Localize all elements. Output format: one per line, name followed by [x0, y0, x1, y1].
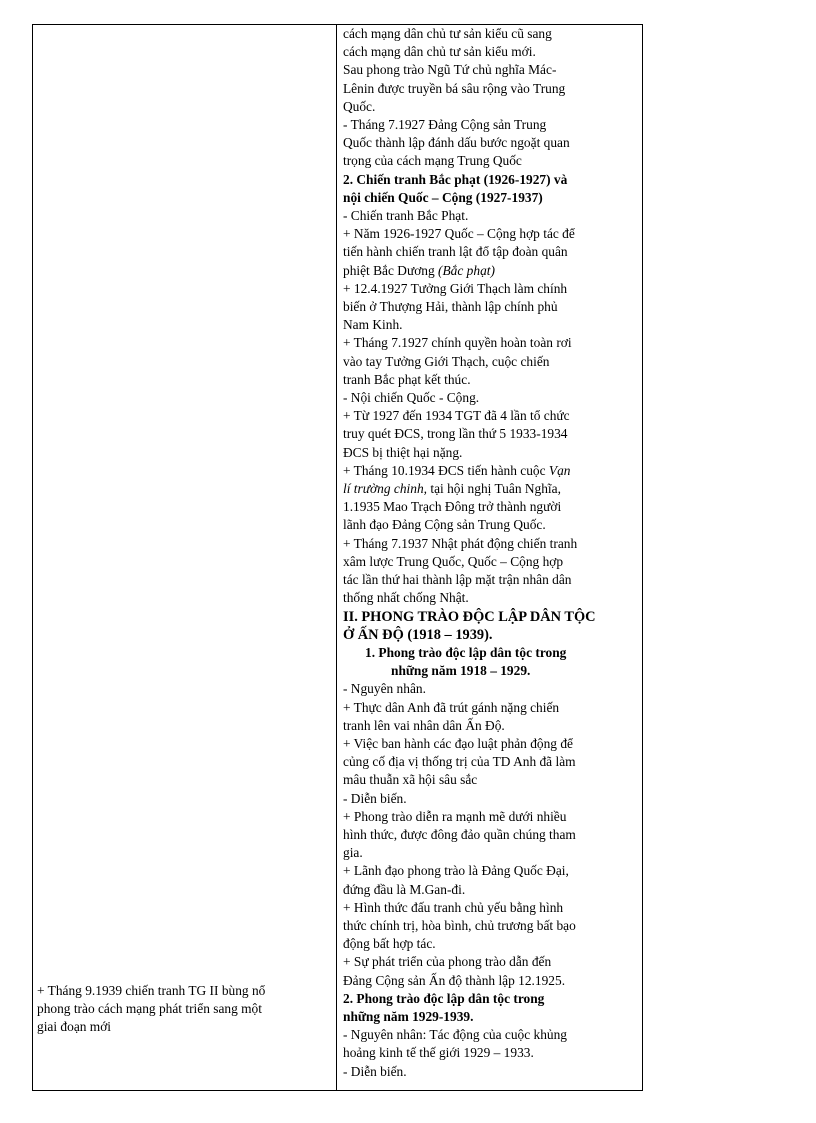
text-line: mâu thuẫn xã hội sâu sắc — [343, 772, 478, 788]
text-run: phiệt Bắc Dương — [343, 262, 439, 278]
numbered-heading: 1. Phong trào độc lập dân tộc trong — [365, 644, 567, 660]
text-line: Nam Kinh. — [343, 317, 403, 333]
italic-text: lí trường chinh, — [343, 481, 428, 497]
text-line: lãnh đạo Đảng Cộng sản Trung Quốc. — [343, 517, 546, 533]
text-line: thống nhất chống Nhật. — [343, 590, 469, 606]
content-table — [32, 24, 643, 1091]
text-line: + Việc ban hành các đạo luật phản động để — [343, 735, 573, 751]
text-line: biến ở Thượng Hải, thành lập chính phủ — [343, 299, 558, 315]
text-line: động bất hợp tác. — [343, 936, 436, 952]
text-line: + Hình thức đấu tranh chủ yếu bằng hình — [343, 899, 564, 915]
section-heading: 2. Chiến tranh Bắc phạt (1926-1927) và — [343, 171, 568, 187]
left-line: phong trào cách mạng phát triển sang một — [37, 1001, 262, 1017]
text-line: + 12.4.1927 Tưởng Giới Thạch làm chính — [343, 280, 568, 296]
text-line: + Tháng 7.1937 Nhật phát động chiến tranh — [343, 535, 578, 551]
text-line: - Nguyên nhân. — [343, 681, 426, 697]
text-line: tranh lên vai nhân dân Ấn Độ. — [343, 717, 505, 733]
text-line: cách mạng dân chủ tư sản kiểu mới. — [343, 44, 536, 60]
text-line: hoảng kinh tế thế giới 1929 – 1933. — [343, 1045, 534, 1061]
text-line: + Sự phát triển của phong trào dẫn đến — [343, 954, 552, 970]
text-line — [343, 462, 639, 480]
text-line: cách mạng dân chủ tư sản kiểu cũ sang — [343, 26, 552, 41]
text-line: Quốc thành lập đánh dấu bước ngoặt quan — [343, 135, 570, 151]
left-line: + Tháng 9.1939 chiến tranh TG II bùng nổ — [37, 983, 266, 998]
text-line: đứng đầu là M.Gan-đi. — [343, 881, 466, 897]
text-line: Đảng Cộng sản Ấn độ thành lập 12.1925. — [343, 972, 566, 988]
italic-text: (Bắc phạt) — [438, 262, 495, 278]
text-line: trọng của cách mạng Trung Quốc — [343, 153, 522, 169]
left-line: giai đoạn mới — [37, 1019, 112, 1035]
text-line: Sau phong trào Ngũ Tứ chủ nghĩa Mác- — [343, 62, 557, 78]
text-run: + Tháng 10.1934 ĐCS tiến hành cuộc — [343, 462, 549, 478]
section-heading: nội chiến Quốc – Cộng (1927-1937) — [343, 189, 543, 205]
text-line: + Từ 1927 đến 1934 TGT đã 4 lần tổ chức — [343, 408, 570, 424]
text-line: vào tay Tưởng Giới Thạch, cuộc chiến — [343, 353, 550, 369]
text-line: truy quét ĐCS, trong lần thứ 5 1933-1934 — [343, 426, 568, 442]
text-line: - Tháng 7.1927 Đảng Cộng sản Trung — [343, 117, 547, 133]
text-line: Lênin được truyền bá sâu rộng vào Trung — [343, 80, 566, 96]
text-line: + Năm 1926-1927 Quốc – Cộng hợp tác để — [343, 226, 575, 242]
column-divider — [336, 25, 337, 1090]
text-line: ĐCS bị thiệt hại nặng. — [343, 444, 463, 460]
text-line: Quốc. — [343, 98, 376, 114]
italic-text: Vạn — [548, 462, 571, 478]
chapter-heading: Ở ẤN ĐỘ (1918 – 1939). — [343, 626, 493, 643]
text-line: - Nội chiến Quốc - Cộng. — [343, 390, 480, 406]
right-column-cell — [343, 25, 639, 1081]
text-line — [343, 262, 639, 280]
text-line: tác lần thứ hai thành lập mặt trận nhân dân — [343, 572, 572, 588]
text-line: tranh Bắc phạt kết thúc. — [343, 371, 471, 387]
text-line: xâm lược Trung Quốc, Quốc – Cộng hợp — [343, 553, 564, 569]
text-line: tiến hành chiến tranh lật đổ tập đoàn quân — [343, 244, 568, 260]
text-line: + Tháng 7.1927 chính quyền hoàn toàn rơi — [343, 335, 572, 351]
text-line: - Chiến tranh Bắc Phạt. — [343, 208, 469, 224]
chapter-heading: II. PHONG TRÀO ĐỘC LẬP DÂN TỘC — [343, 608, 596, 625]
text-line: 1.1935 Mao Trạch Đông trở thành người — [343, 499, 562, 515]
section-heading: những năm 1929-1939. — [343, 1008, 474, 1024]
left-column-cell — [37, 982, 327, 1037]
text-run: tại hội nghị Tuân Nghĩa, — [427, 481, 561, 497]
text-line: hình thức, được đông đảo quần chúng tham — [343, 826, 576, 842]
text-line: thức chính trị, hòa bình, chủ trương bất bạo — [343, 917, 576, 933]
text-line — [343, 480, 639, 498]
text-line: củng cố địa vị thống trị của TD Anh đã làm — [343, 754, 576, 770]
text-line: - Diễn biến. — [343, 790, 407, 806]
text-line: + Lãnh đạo phong trào là Đảng Quốc Đại, — [343, 863, 569, 879]
text-line: - Diễn biến. — [343, 1063, 407, 1079]
numbered-heading: những năm 1918 – 1929. — [391, 663, 531, 679]
text-line: + Thực dân Anh đã trút gánh nặng chiến — [343, 699, 560, 715]
text-line: gia. — [343, 845, 363, 861]
text-line: + Phong trào diễn ra mạnh mẽ dưới nhiều — [343, 808, 567, 824]
section-heading: 2. Phong trào độc lập dân tộc trong — [343, 990, 545, 1006]
text-line: - Nguyên nhân: Tác động của cuộc khủng — [343, 1027, 567, 1043]
